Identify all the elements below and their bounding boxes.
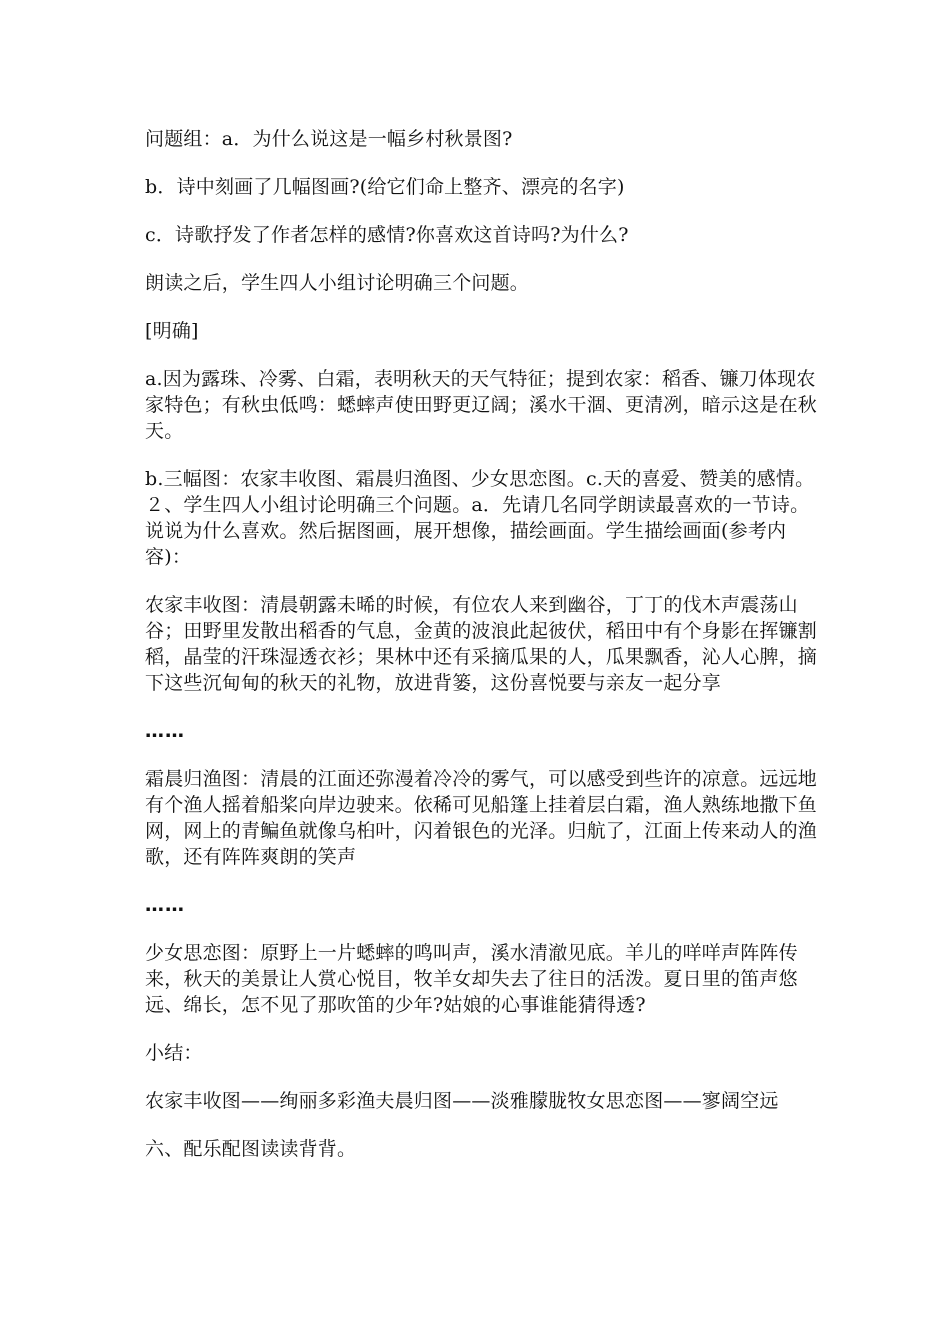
question-b: b．诗中刻画了几幅图画?(给它们命上整齐、漂亮的名字): [145, 176, 625, 198]
summary-heading: 小结：: [145, 1042, 203, 1064]
ellipsis-1: ……: [145, 720, 185, 742]
discussion-instruction: 朗读之后，学生四人小组讨论明确三个问题。: [145, 272, 530, 294]
farm-harvest-description: 农家丰收图：清晨朝露未晞的时候，有位农人来到幽谷，丁丁的伐木声震荡山谷；田野里发散出稻香的气息，金黄的波浪此起彼伏，稻田中有个身影在挥镰割稻，晶莹的汗珠湿透衣衫；果林中还有采摘瓜果的人，瓜果飘香，沁人心脾，摘下这些沉甸甸的秋天的礼物，放进背篓，这份喜悦要与亲友一起分享: [145, 594, 818, 694]
frost-fishing-description: 霜晨归渔图：清晨的江面还弥漫着冷冷的雾气，可以感受到些许的凉意。远远地有个渔人摇着船桨向岸边驶来。依稀可见船篷上挂着层白霜，渔人熟练地撒下鱼网，网上的青鳊鱼就像乌桕叶，闪着银色的光泽。归航了，江面上传来动人的渔歌，还有阵阵爽朗的笑声: [145, 768, 818, 868]
summary-content: 农家丰收图——绚丽多彩渔夫晨归图——淡雅朦胧牧女思恋图——寥阔空远: [145, 1090, 779, 1112]
answer-b-c: b.三幅图：农家丰收图、霜晨归渔图、少女思恋图。c.天的喜爱、赞美的感情。２、学生四人小组讨论明确三个问题。a．先请几名同学朗读最喜欢的一节诗。说说为什么喜欢。然后据图画，展开想像，描绘画面。学生描绘画面(参考内容)：: [145, 468, 815, 568]
document-page: [145, 126, 825, 1184]
question-group-a: 问题组：a．为什么说这是一幅乡村秋景图?: [145, 128, 513, 150]
clarify-heading: [明确]: [145, 320, 199, 342]
answer-a: a.因为露珠、冷雾、白霜，表明秋天的天气特征；提到农家：稻香、镰刀体现农家特色；有秋虫低鸣：蟋蟀声使田野更辽阔；溪水干涸、更清冽，暗示这是在秋天。: [145, 368, 818, 442]
question-c: c．诗歌抒发了作者怎样的感情?你喜欢这首诗吗?为什么?: [145, 224, 629, 246]
maiden-longing-description: 少女思恋图：原野上一片蟋蟀的鸣叫声，溪水清澈见底。羊儿的咩咩声阵阵传来，秋天的美景让人赏心悦目，牧羊女却失去了往日的活泼。夏日里的笛声悠远、绵长，怎不见了那吹笛的少年?姑娘的心事谁能猜得透?: [145, 942, 798, 1016]
section-six-heading: 六、配乐配图读读背背。: [145, 1138, 357, 1160]
ellipsis-2: ……: [145, 894, 185, 916]
